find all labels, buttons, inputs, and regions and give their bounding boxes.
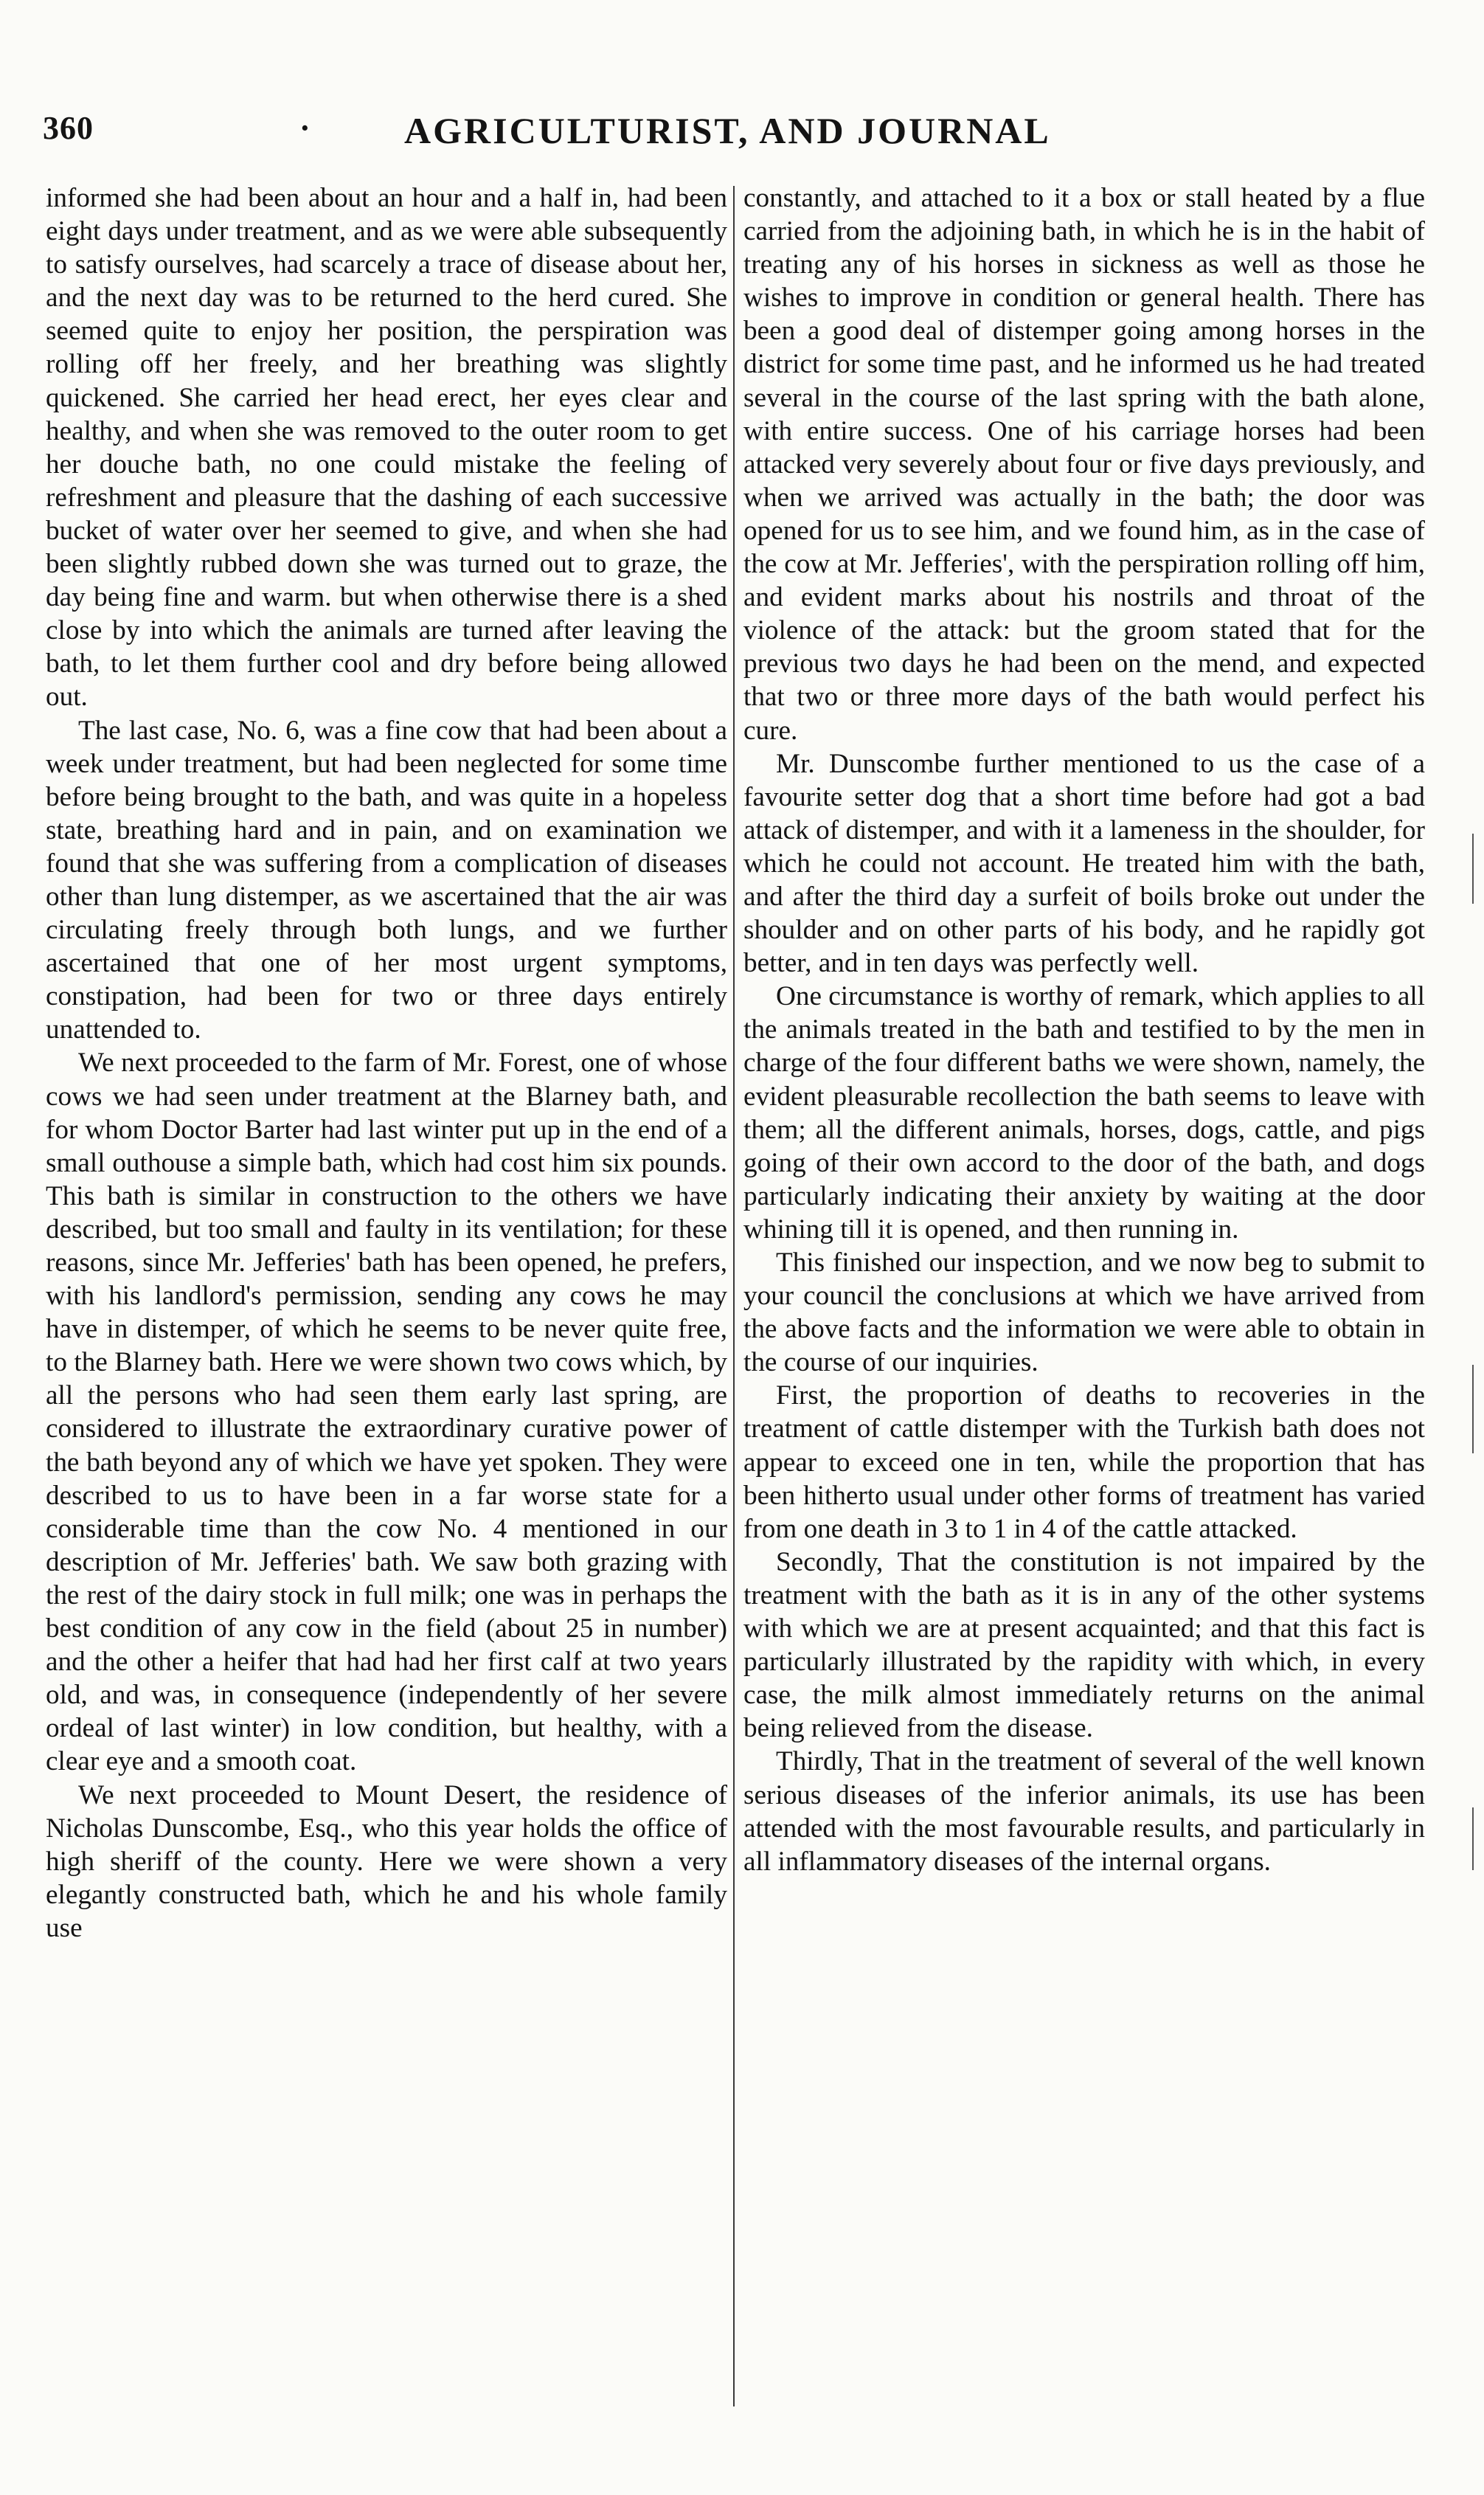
paragraph: We next proceeded to Mount Desert, the residence of Nicholas Dunscombe, Esq., who this year holds the office of high sheriff of the county. Here we were shown a very elegantly constructed bath, which he and his whole family use [46,1779,727,1943]
paragraph: Thirdly, That in the treatment of several of the well known serious diseases of the inferior animals, its use has been attended with the most favourable results, and particularly in all inflammatory diseases of the internal organs. [743,1746,1425,1877]
paragraph: One circumstance is worthy of remark, which applies to all the animals treated in the bath and testified to by the men in charge of the four different baths we were shown, namely, the evident pleasurable recollection the bath seems to leave with them; all the different animals, horses, dogs, cattle, and pigs going of their own accord to the door of the bath, and dogs particularly indicating their anxiety by waiting at the door whining till it is opened, and then running in. [743,981,1425,1245]
running-title: AGRICULTURIST, AND JOURNAL [404,110,1051,151]
paragraph: informed she had been about an hour and a half in, had been eight days under treatment, and as we were able subsequently to satisfy ourselves, had scarcely a trace of disease about her, and the next day was to be returned to the herd cured. She seemed quite to enjoy her position, the perspiration was rolling off her freely, and her breathing was slightly quickened. She carried her head erect, her eyes clear and healthy, and when she was removed to the outer room to get her douche bath, no one could mistake the feeling of refreshment and pleasure that the dashing of each successive bucket of water over her seemed to give, and when she had been slightly rubbed down she was turned out to graze, the day being fine and warm. but when otherwise there is a shed close by into which the animals are turned after leaving the bath, to let them further cool and dry before being allowed out. [46,183,727,713]
paragraph: Secondly, That the constitution is not impaired by the treatment with the bath as it is in any of the other systems with which we are at present acquainted; and that this fact is particularly illustrated by the rapidity with which, in every case, the milk almost immediately returns on the animal being relieved from the disease. [743,1546,1425,1744]
header-dot: · [299,110,311,146]
page-header [43,109,1452,161]
paragraph: This finished our inspection, and we now beg to submit to your council the conclusions at which we have arrived from the above facts and the information we were able to obtain in the course of our inquiries. [743,1248,1425,1378]
paragraph: The last case, No. 6, was a fine cow that had been about a week under treatment, but had been neglected for some time before being brought to the bath, and was quite in a hopeless state, breathing hard and in pain, and on examination we found that she was suffering from a complication of diseases other than lung distemper, as we ascertained that the air was circulating freely through both lungs, and we further ascertained that one of her most urgent symptoms, constipation, had been for two or three days entirely unattended to. [46,715,727,1045]
paragraph: Mr. Dunscombe further mentioned to us the case of a favourite setter dog that a short time before had got a bad attack of distemper, and with it a lameness in the shoulder, for which he could not account. He treated him with the bath, and after the third day a surfeit of boils broke out under the shoulder and on other parts of his body, and he rapidly got better, and in ten days was perfectly well. [743,748,1425,979]
edge-mark [1472,1365,1474,1453]
edge-mark [1472,834,1474,904]
paragraph: constantly, and attached to it a box or stall heated by a flue carried from the adjoining bath, in which he is in the habit of treating any of his horses in sickness as well as those he wishes to improve in condition or general health. There has been a good deal of distemper going among horses in the district for some time past, and he informed us he had treated several in the course of the last spring with the bath alone, with entire success. One of his carriage horses had been attacked very severely about four or five days previously, and when we arrived was actually in the bath; the door was opened for us to see him, and we found him, as in the case of the cow at Mr. Jefferies', with the perspiration rolling off him, and evident marks about his nostrils and throat of the violence of the attack: but the groom stated that for the previous two days he had been on the mend, and expected that two or three more days of the bath would perfect his cure. [743,183,1425,746]
edge-mark [1472,1807,1474,1870]
paragraph: We next proceeded to the farm of Mr. Forest, one of whose cows we had seen under treatment at the Blarney bath, and for whom Doctor Barter had last winter put up in the end of a small outhouse a simple bath, which had cost him six pounds. This bath is similar in construction to the others we have described, but too small and faulty in its ventilation; for these reasons, since Mr. Jefferies' bath has been opened, he prefers, with his landlord's permission, sending any cows he may have in distemper, of which he seems to be never quite free, to the Blarney bath. Here we were shown two cows which, by all the persons who had seen them early last spring, are considered to illustrate the extraordinary curative power of the bath beyond any of which we have yet spoken. They were described to us to have been in a far worse state for a considerable time than the cow No. 4 mentioned in our description of Mr. Jefferies' bath. We saw both grazing with the rest of the dairy stock in full milk; one was in perhaps the best condition of any cow in the field (about 25 in number) and the other a heifer that had had her first calf at two years old, and was, in consequence (independently of her severe ordeal of last winter) in low condition, but healthy, with a clear eye and a smooth coat. [46,1048,727,1777]
page-number: 360 [43,110,94,146]
column-divider [733,186,735,2406]
left-column [46,181,727,1945]
right-column [743,181,1425,1878]
paragraph: First, the proportion of deaths to recoveries in the treatment of cattle distemper with the Turkish bath does not appear to exceed one in ten, while the proportion that has been hitherto usual under other forms of treatment has varied from one death in 3 to 1 in 4 of the cattle attacked. [743,1380,1425,1544]
